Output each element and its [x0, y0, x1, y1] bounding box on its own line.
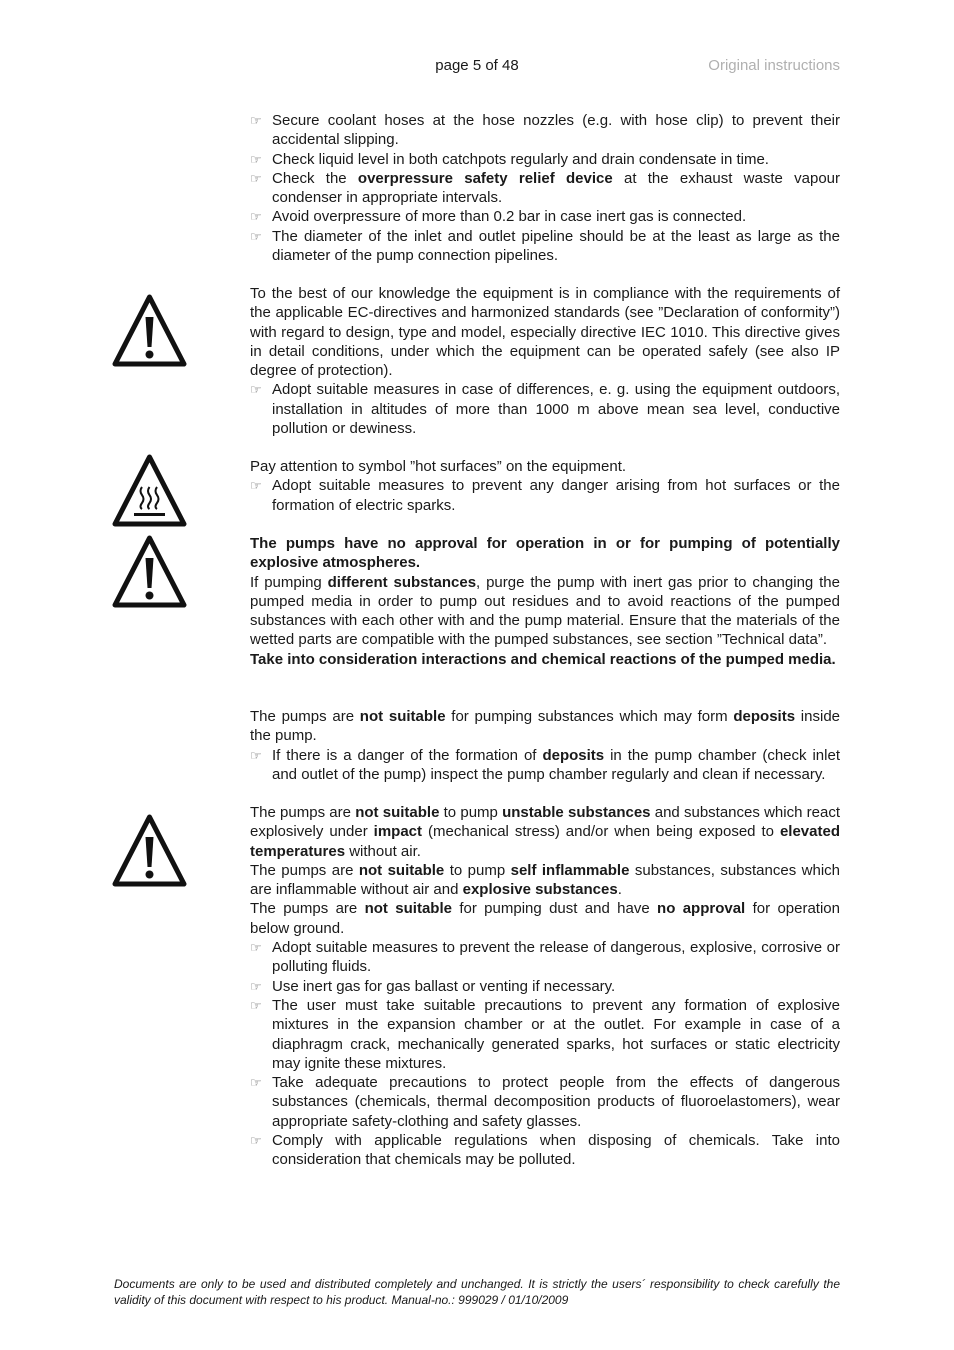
hot-surfaces-section — [250, 457, 840, 515]
list-item: ☞ Adopt suitable measures to prevent any danger arising from hot surfaces or the formation of electric sparks. — [250, 477, 840, 514]
warning-triangle-icon — [112, 534, 187, 609]
explosive-atmospheres-section — [250, 534, 840, 669]
deposits-section — [250, 707, 840, 784]
pointing-hand-icon: ☞ — [250, 940, 262, 956]
document-type-label: Original instructions — [708, 57, 840, 74]
purge-paragraph: If pumping different substances, purge the pump with inert gas prior to changing the pumped media in order to pump out residues and to avoid reactions of the pumped substances with each other with and the pump material. Ensure that the materials of the wetted parts are compatible with the pumped substances, see section ”Technical data”. — [250, 573, 840, 649]
pointing-hand-icon: ☞ — [250, 151, 262, 167]
pointing-hand-icon: ☞ — [250, 113, 262, 128]
deposits-paragraph: The pumps are not suitable for pumping substances which may form deposits inside the pump. — [250, 708, 840, 745]
list-item: ☞ The user must take suitable precautions to prevent any formation of explosive mixtures in the expansion chamber or at the outlet. For example in case of a diaphragm crack, mechanically generated sparks, hot surfaces or static electricity may ignite these mixtures. — [250, 996, 840, 1072]
pointing-hand-icon: ☞ — [250, 978, 262, 994]
coolant-instructions — [250, 111, 840, 265]
dust-paragraph: The pumps are not suitable for pumping dust and have no approval for operation below ground. — [250, 900, 840, 937]
list-item: ☞ Take adequate precautions to protect people from the effects of dangerous substances (chemicals, thermal decomposition products of fluoroelastomers), wear appropriate safety-clothing and safety glasses. — [250, 1074, 840, 1130]
interactions-note: Take into consideration interactions and chemical reactions of the pumped media. — [250, 650, 836, 668]
list-item: ☞ Use inert gas for gas ballast or venting if necessary. — [250, 977, 616, 995]
pointing-hand-icon: ☞ — [250, 1133, 262, 1149]
page-number: page 5 of 48 — [435, 57, 519, 74]
pointing-hand-icon: ☞ — [250, 382, 262, 398]
list-item: ☞ Secure coolant hoses at the hose nozzles (e.g. with hose clip) to prevent their accidental slipping. — [250, 112, 840, 149]
warning-triangle-icon — [112, 813, 187, 888]
warning-triangle-icon — [112, 293, 187, 368]
list-item: ☞ Adopt suitable measures to prevent the release of dangerous, explosive, corrosive or polluting fluids. — [250, 939, 840, 976]
section-heading: The pumps have no approval for operation in or for pumping of potentially explosive atmospheres. — [250, 535, 840, 572]
inflammable-paragraph: The pumps are not suitable to pump self inflammable substances, substances which are inflammable without air and explosive substances. — [250, 861, 840, 899]
hot-surface-warning-icon — [112, 453, 187, 528]
pointing-hand-icon: ☞ — [250, 209, 262, 225]
compliance-section — [250, 284, 840, 438]
list-item: ☞ Adopt suitable measures in case of differences, e. g. using the equipment outdoors, installation in altitudes of more than 1000 m above mean sea level, conductive pollution or dewiness. — [250, 381, 840, 438]
pointing-hand-icon: ☞ — [250, 170, 262, 186]
list-item: ☞ Comply with applicable regulations when disposing of chemicals. Take into consideration that chemicals may be polluted. — [250, 1132, 840, 1169]
compliance-paragraph: To the best of our knowledge the equipment is in compliance with the requirements of the applicable EC-directives and harmonized standards (see ”Declaration of conformity”) with regard to design, type and model, especially directive IEC 1010. This directive gives in detail conditions, under which the equipment can be operated safely (see also IP degree of protection). — [250, 285, 840, 380]
pointing-hand-icon: ☞ — [250, 228, 262, 244]
list-item: ☞ Check liquid level in both catchpots regularly and drain condensate in time. — [250, 150, 769, 168]
pointing-hand-icon: ☞ — [250, 747, 262, 763]
pointing-hand-icon: ☞ — [250, 1075, 262, 1091]
list-item: ☞ If there is a danger of the formation of deposits in the pump chamber (check inlet and outlet of the pump) inspect the pump chamber regularly and clean if necessary. — [250, 746, 840, 783]
list-item: ☞ Avoid overpressure of more than 0.2 bar in case inert gas is connected. — [250, 208, 747, 226]
unstable-paragraph: The pumps are not suitable to pump unstable substances and substances which react explosively under impact (mechanical stress) and/or when being exposed to elevated temperatures without air. — [250, 804, 840, 860]
hot-surfaces-paragraph: Pay attention to symbol ”hot surfaces” on the equipment. — [250, 458, 627, 475]
pointing-hand-icon: ☞ — [250, 478, 262, 494]
pointing-hand-icon: ☞ — [250, 997, 262, 1013]
list-item: ☞ The diameter of the inlet and outlet pipeline should be at the least as large as the diameter of the pump connection pipelines. — [250, 227, 840, 265]
footer-disclaimer: Documents are only to be used and distributed completely and unchanged. It is strictly the users´ responsibility to check carefully the validity of this document with respect to his product. Manual-no.: 999029 / 01/10/2009 — [114, 1277, 840, 1307]
unstable-substances-section — [250, 803, 840, 1170]
list-item: ☞ Check the overpressure safety relief device at the exhaust waste vapour condenser in appropriate intervals. — [250, 169, 840, 207]
